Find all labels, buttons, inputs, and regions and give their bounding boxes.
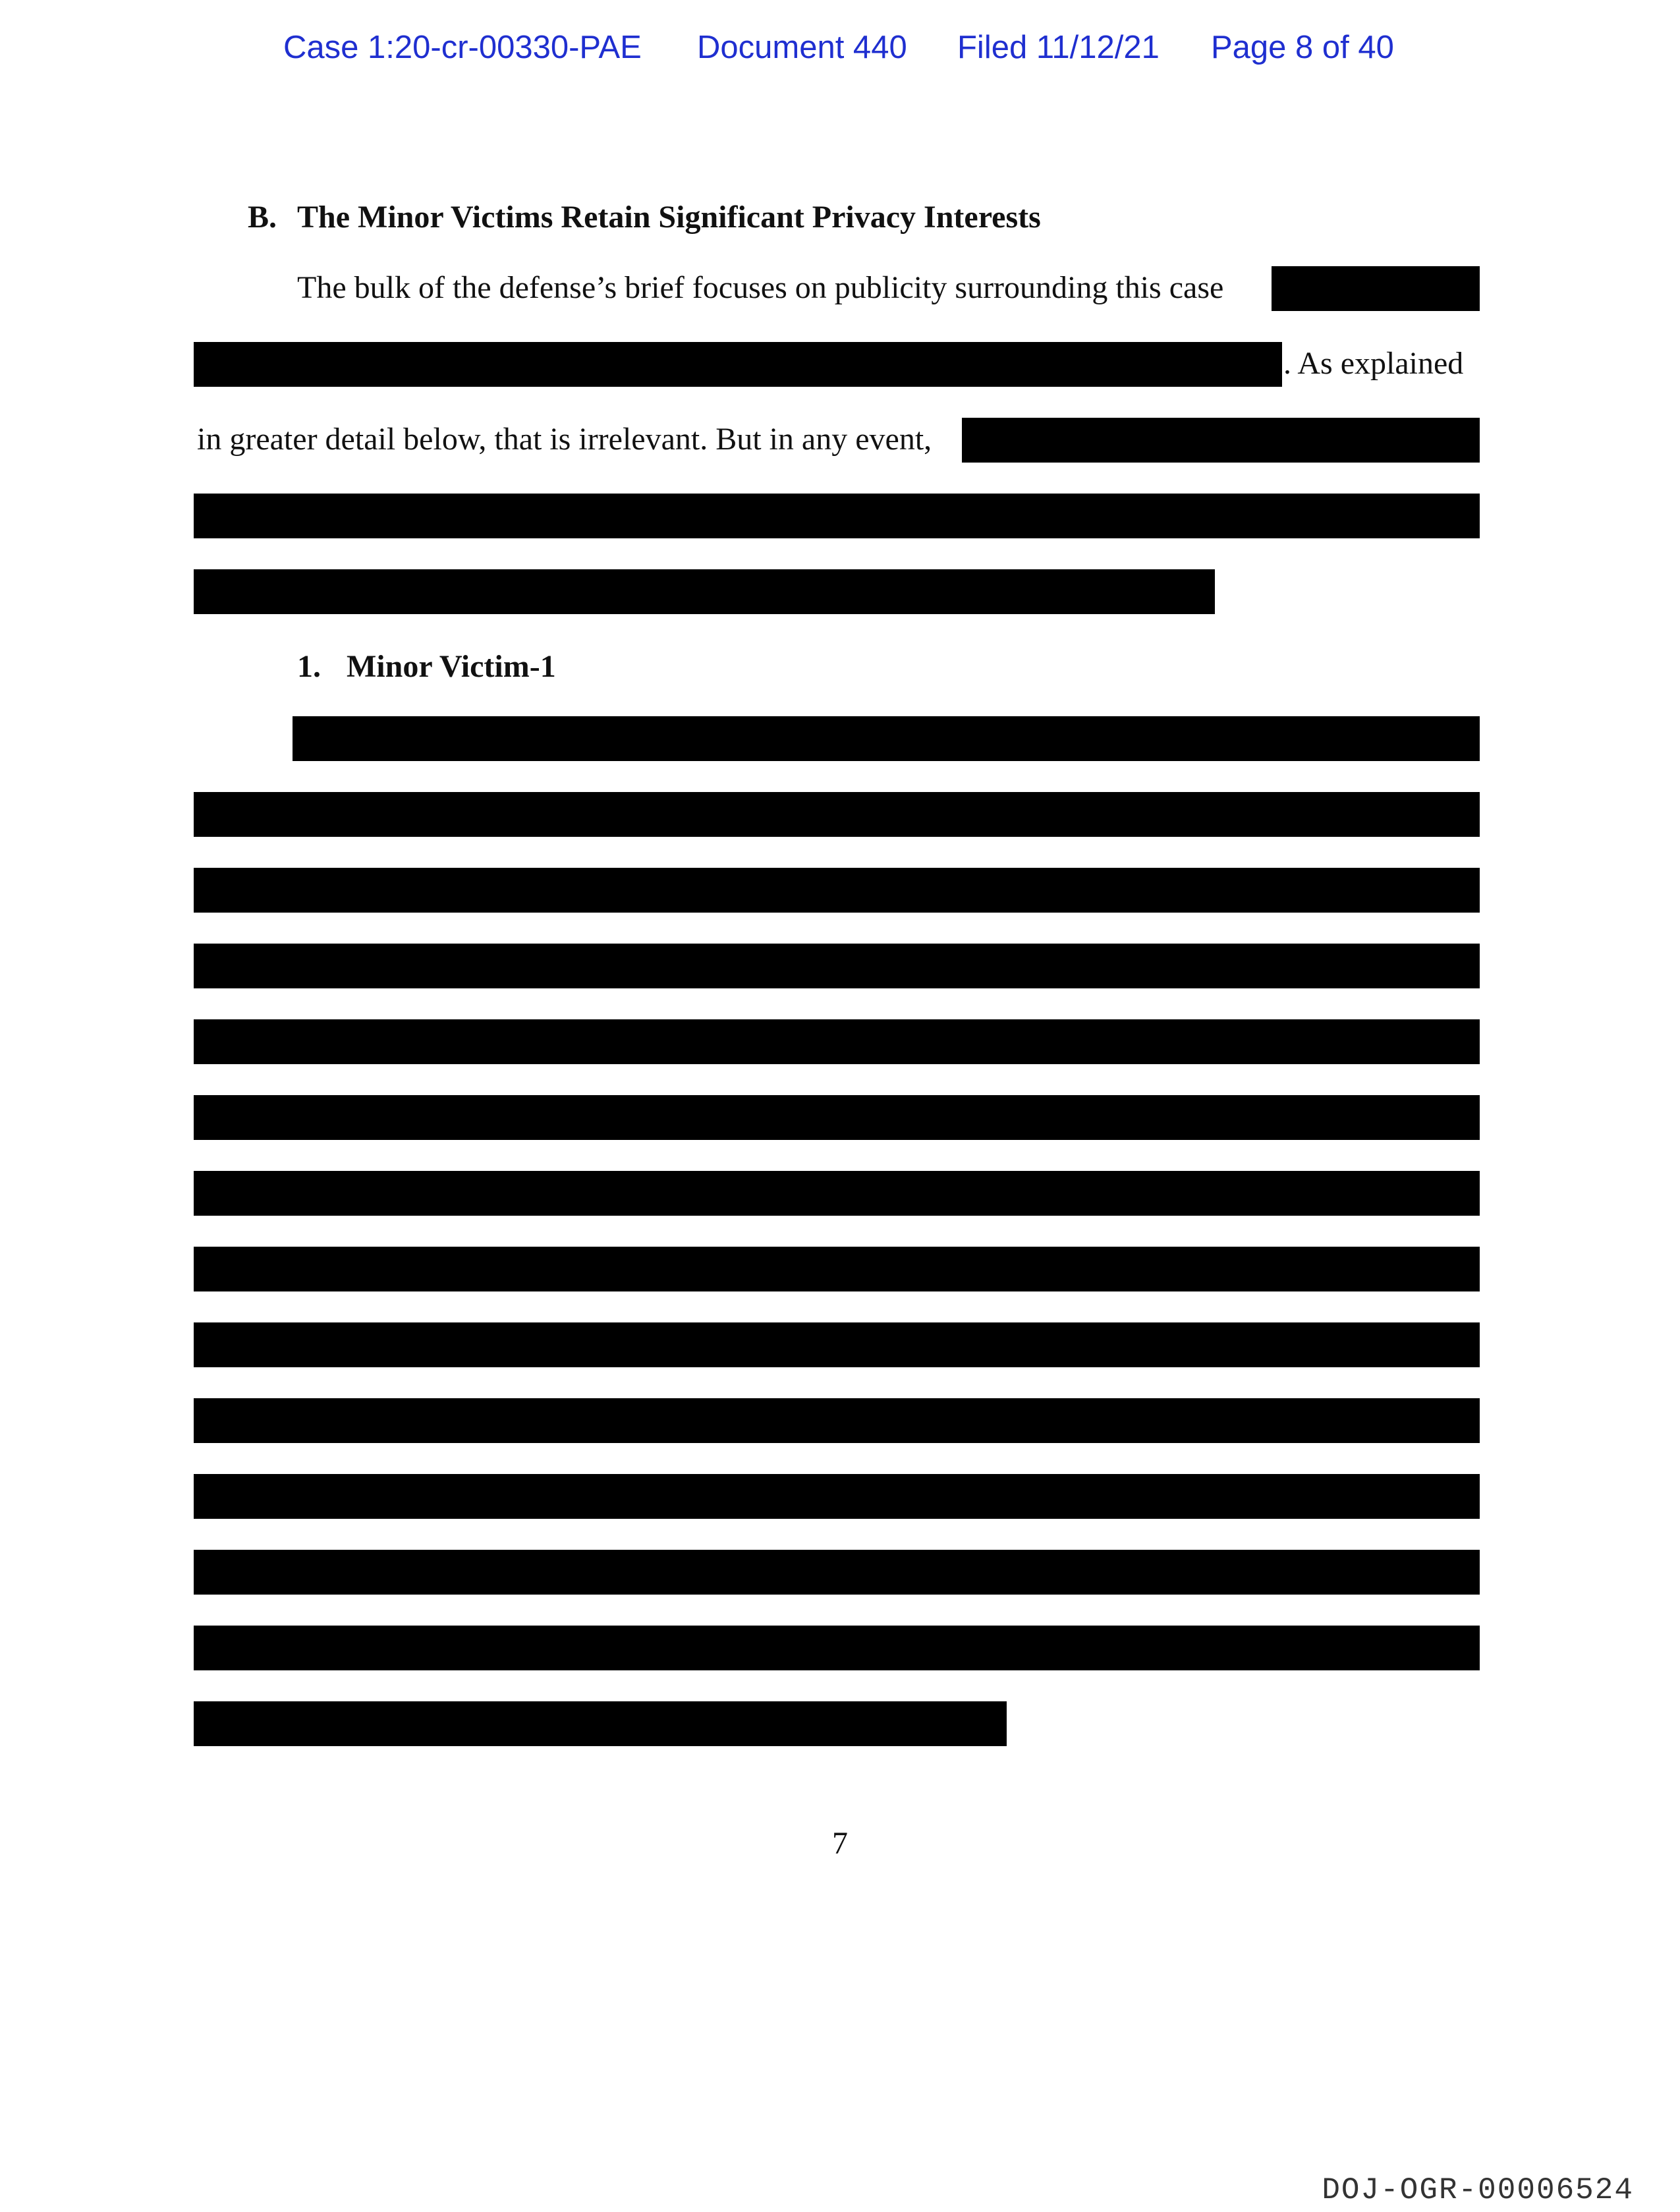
case-number: Case 1:20-cr-00330-PAE (283, 30, 642, 65)
redaction-block (194, 494, 1480, 538)
redaction-block (194, 792, 1480, 837)
redaction-block (194, 1626, 1480, 1670)
redaction-block (962, 418, 1480, 463)
redaction-block (194, 1247, 1480, 1291)
section-heading-title: The Minor Victims Retain Significant Privacy Interests (297, 200, 1041, 235)
redaction-block (194, 1322, 1480, 1367)
body-line-2-tail: . As explained (1283, 346, 1464, 381)
body-line-3: in greater detail below, that is irrelevant. But in any event, (197, 422, 932, 457)
redaction-block (194, 342, 1282, 387)
page-number: 7 (832, 1826, 848, 1861)
document-header (0, 29, 1680, 75)
subsection-title: Minor Victim-1 (347, 649, 556, 684)
redaction-block (194, 1095, 1480, 1140)
redaction-block (194, 1019, 1480, 1064)
redaction-block (194, 1398, 1480, 1443)
page-indicator: Page 8 of 40 (1211, 30, 1394, 65)
filed-date: Filed 11/12/21 (957, 30, 1160, 65)
redaction-block (194, 1474, 1480, 1519)
redaction-block (1272, 266, 1480, 311)
subsection-number: 1. (297, 649, 321, 684)
body-line-1: The bulk of the defense’s brief focuses on publicity surrounding this case (297, 270, 1224, 305)
section-heading-letter: B. (248, 200, 277, 235)
redaction-block (293, 716, 1480, 761)
redaction-block (194, 944, 1480, 988)
redaction-block (194, 1701, 1007, 1746)
redaction-block (194, 1171, 1480, 1216)
redaction-block (194, 868, 1480, 913)
redaction-block (194, 569, 1215, 614)
redaction-block (194, 1550, 1480, 1595)
bates-number: DOJ-OGR-00006524 (1322, 2173, 1634, 2207)
document-number: Document 440 (697, 30, 907, 65)
